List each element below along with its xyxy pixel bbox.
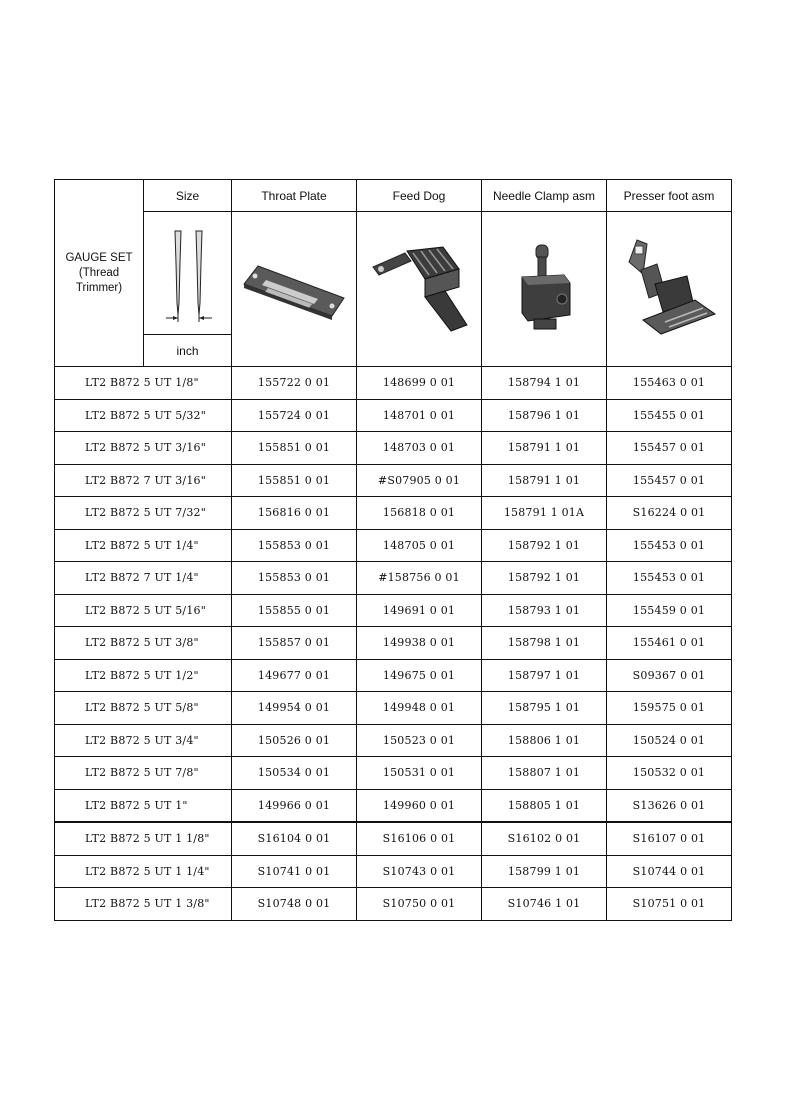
feed-dog-cell: 149948 0 01 xyxy=(357,692,482,725)
presser-foot-cell: 150532 0 01 xyxy=(607,757,732,790)
feed-dog-cell: 150523 0 01 xyxy=(357,724,482,757)
needle-clamp-cell: 158794 1 01 xyxy=(482,367,607,400)
table-row xyxy=(55,594,732,627)
presser-foot-cell: 150524 0 01 xyxy=(607,724,732,757)
table-row xyxy=(55,659,732,692)
model-cell: LT2 B872 5 UT 1 1/8" xyxy=(55,822,232,855)
needle-clamp-cell: 158793 1 01 xyxy=(482,594,607,627)
parts-sheet xyxy=(54,179,731,921)
throat-plate-cell: 155851 0 01 xyxy=(232,464,357,497)
throat-plate-cell: 149966 0 01 xyxy=(232,789,357,822)
needle-clamp-cell: 158805 1 01 xyxy=(482,789,607,822)
presser-foot-cell: 159575 0 01 xyxy=(607,692,732,725)
table-row xyxy=(55,464,732,497)
presser-foot-cell: 155461 0 01 xyxy=(607,627,732,660)
model-cell: LT2 B872 7 UT 1/4" xyxy=(55,562,232,595)
needle-clamp-cell: 158806 1 01 xyxy=(482,724,607,757)
presser-foot-cell: 155459 0 01 xyxy=(607,594,732,627)
needle-clamp-photo xyxy=(482,212,607,367)
feed-dog-cell: 148699 0 01 xyxy=(357,367,482,400)
table-row xyxy=(55,399,732,432)
presser-foot-cell: S16107 0 01 xyxy=(607,822,732,855)
needle-clamp-cell: 158796 1 01 xyxy=(482,399,607,432)
throat-plate-cell: 156816 0 01 xyxy=(232,497,357,530)
table-row xyxy=(55,367,732,400)
model-cell: LT2 B872 5 UT 7/32" xyxy=(55,497,232,530)
image-row xyxy=(55,212,732,335)
model-cell: LT2 B872 5 UT 1 1/4" xyxy=(55,855,232,888)
needle-clamp-cell: 158791 1 01 xyxy=(482,464,607,497)
presser-foot-cell: 155455 0 01 xyxy=(607,399,732,432)
table-row xyxy=(55,822,732,855)
throat-plate-cell: 155851 0 01 xyxy=(232,432,357,465)
feed-dog-photo xyxy=(357,212,482,367)
gauge-set-cell xyxy=(55,180,144,367)
model-cell: LT2 B872 5 UT 1 3/8" xyxy=(55,888,232,921)
presser-foot-cell: S10751 0 01 xyxy=(607,888,732,921)
throat-plate-cell: 150534 0 01 xyxy=(232,757,357,790)
presser-foot-photo xyxy=(607,212,732,367)
throat-plate-cell: 155855 0 01 xyxy=(232,594,357,627)
table-row xyxy=(55,757,732,790)
throat-plate-cell: S16104 0 01 xyxy=(232,822,357,855)
needle-clamp-cell: S16102 0 01 xyxy=(482,822,607,855)
presser-foot-cell: 155453 0 01 xyxy=(607,529,732,562)
feed-dog-cell: S10743 0 01 xyxy=(357,855,482,888)
feed-dog-cell: 149938 0 01 xyxy=(357,627,482,660)
needle-pair-diagram xyxy=(144,212,232,335)
throat-plate-cell: 155724 0 01 xyxy=(232,399,357,432)
header-row xyxy=(55,180,732,212)
presser-foot-cell: S13626 0 01 xyxy=(607,789,732,822)
table-row xyxy=(55,497,732,530)
model-cell: LT2 B872 5 UT 3/8" xyxy=(55,627,232,660)
model-cell: LT2 B872 5 UT 3/16" xyxy=(55,432,232,465)
model-cell: LT2 B872 7 UT 3/16" xyxy=(55,464,232,497)
feed-dog-cell: 148703 0 01 xyxy=(357,432,482,465)
needle-clamp-cell: 158791 1 01A xyxy=(482,497,607,530)
presser-foot-cell: S16224 0 01 xyxy=(607,497,732,530)
throat-plate-cell: 155853 0 01 xyxy=(232,562,357,595)
gauge-set-table xyxy=(54,179,732,921)
model-cell: LT2 B872 5 UT 5/32" xyxy=(55,399,232,432)
feed-dog-cell: 156818 0 01 xyxy=(357,497,482,530)
feed-dog-cell: #158756 0 01 xyxy=(357,562,482,595)
table-row xyxy=(55,692,732,725)
presser-foot-cell: S10744 0 01 xyxy=(607,855,732,888)
throat-plate-cell: 155853 0 01 xyxy=(232,529,357,562)
model-cell: LT2 B872 5 UT 5/8" xyxy=(55,692,232,725)
size-unit: inch xyxy=(144,335,232,367)
needle-clamp-cell: 158798 1 01 xyxy=(482,627,607,660)
presser-foot-cell: 155453 0 01 xyxy=(607,562,732,595)
size-header: Size xyxy=(144,180,232,212)
model-cell: LT2 B872 5 UT 1" xyxy=(55,789,232,822)
feed-dog-header: Feed Dog xyxy=(357,180,482,212)
model-cell: LT2 B872 5 UT 7/8" xyxy=(55,757,232,790)
needle-clamp-cell: 158807 1 01 xyxy=(482,757,607,790)
presser-foot-cell: 155463 0 01 xyxy=(607,367,732,400)
needle-clamp-cell: 158792 1 01 xyxy=(482,562,607,595)
needle-clamp-cell: 158795 1 01 xyxy=(482,692,607,725)
feed-dog-cell: S16106 0 01 xyxy=(357,822,482,855)
throat-plate-header: Throat Plate xyxy=(232,180,357,212)
presser-foot-cell: 155457 0 01 xyxy=(607,432,732,465)
throat-plate-cell: 149954 0 01 xyxy=(232,692,357,725)
presser-foot-cell: 155457 0 01 xyxy=(607,464,732,497)
needle-clamp-cell: 158799 1 01 xyxy=(482,855,607,888)
throat-plate-cell: 155722 0 01 xyxy=(232,367,357,400)
table-row xyxy=(55,789,732,822)
throat-plate-cell: S10748 0 01 xyxy=(232,888,357,921)
throat-plate-photo xyxy=(232,212,357,367)
model-cell: LT2 B872 5 UT 5/16" xyxy=(55,594,232,627)
table-row xyxy=(55,855,732,888)
feed-dog-cell: S10750 0 01 xyxy=(357,888,482,921)
table-row xyxy=(55,529,732,562)
feed-dog-cell: 148705 0 01 xyxy=(357,529,482,562)
throat-plate-cell: S10741 0 01 xyxy=(232,855,357,888)
presser-foot-cell: S09367 0 01 xyxy=(607,659,732,692)
feed-dog-cell: 149675 0 01 xyxy=(357,659,482,692)
throat-plate-cell: 149677 0 01 xyxy=(232,659,357,692)
needle-clamp-cell: 158797 1 01 xyxy=(482,659,607,692)
table-row xyxy=(55,888,732,921)
gauge-set-subtitle: (Thread Trimmer) xyxy=(75,266,123,294)
table-row xyxy=(55,562,732,595)
model-cell: LT2 B872 5 UT 3/4" xyxy=(55,724,232,757)
model-cell: LT2 B872 5 UT 1/4" xyxy=(55,529,232,562)
feed-dog-cell: 149960 0 01 xyxy=(357,789,482,822)
feed-dog-cell: #S07905 0 01 xyxy=(357,464,482,497)
model-cell: LT2 B872 5 UT 1/2" xyxy=(55,659,232,692)
throat-plate-cell: 150526 0 01 xyxy=(232,724,357,757)
table-row xyxy=(55,432,732,465)
table-row xyxy=(55,627,732,660)
feed-dog-cell: 149691 0 01 xyxy=(357,594,482,627)
needle-clamp-cell: 158791 1 01 xyxy=(482,432,607,465)
feed-dog-cell: 150531 0 01 xyxy=(357,757,482,790)
gauge-set-title: GAUGE SET xyxy=(65,251,133,264)
presser-foot-header: Presser foot asm xyxy=(607,180,732,212)
needle-clamp-header: Needle Clamp asm xyxy=(482,180,607,212)
needle-clamp-cell: 158792 1 01 xyxy=(482,529,607,562)
needle-clamp-cell: S10746 1 01 xyxy=(482,888,607,921)
table-row xyxy=(55,724,732,757)
feed-dog-cell: 148701 0 01 xyxy=(357,399,482,432)
model-cell: LT2 B872 5 UT 1/8" xyxy=(55,367,232,400)
throat-plate-cell: 155857 0 01 xyxy=(232,627,357,660)
